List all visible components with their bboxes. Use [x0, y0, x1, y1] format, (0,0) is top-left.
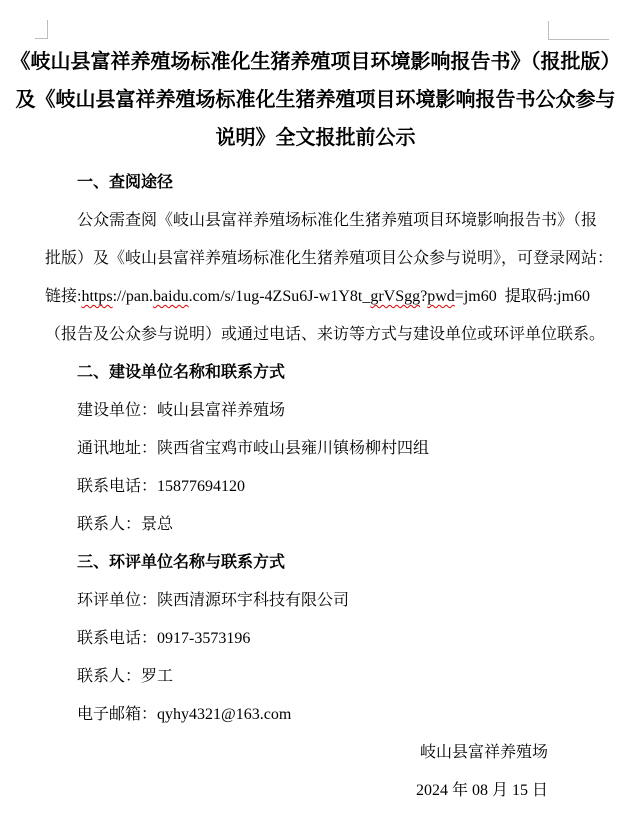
- date: 2024 年 08 月 15 日: [415, 782, 548, 799]
- construction-unit-field: 建设单位：岐山县富祥养殖场: [77, 402, 286, 419]
- section-1-paragraph-line-2: 批版）及《岐山县富祥养殖场标准化生猪养殖项目公众参与说明》，可登录网站：: [45, 250, 614, 267]
- link-label: 链接:: [45, 288, 82, 305]
- extraction-code: 提取码:jm60: [496, 288, 591, 305]
- signature: 岐山县富祥养殖场: [419, 744, 548, 761]
- title-line-1: 《岐山县富祥养殖场标准化生猪养殖项目环境影响报告书》（报批版）: [10, 51, 621, 73]
- section-1-paragraph-line-1: 公众需查阅《岐山县富祥养殖场标准化生猪养殖项目环境影响报告书》（报: [77, 212, 598, 229]
- link-line: [45, 278, 591, 316]
- document-title: [0, 43, 631, 157]
- section-2-heading: 二、建设单位名称和联系方式: [77, 364, 286, 381]
- link-url-segment[interactable]: baidu: [153, 288, 189, 305]
- mailing-address-field: 通讯地址：陕西省宝鸡市岐山县雍川镇杨柳村四组: [77, 440, 430, 457]
- document-content: [10, 43, 621, 810]
- baidu-pan-link[interactable]: [81, 288, 496, 305]
- text-boundary-mark-left: [35, 20, 48, 39]
- email-field: 电子邮箱：qyhy4321@163.com: [77, 706, 292, 723]
- section-1-heading: 一、查阅途径: [77, 174, 174, 191]
- text-boundary-mark-right: [548, 21, 609, 40]
- link-url-segment[interactable]: =jm60: [454, 288, 497, 305]
- eia-contact-person-field: 联系人：罗工: [77, 668, 174, 685]
- section-3-heading: 三、环评单位名称与联系方式: [77, 554, 286, 571]
- title-line-2: 及《岐山县富祥养殖场标准化生猪养殖项目环境影响报告书公众参与: [15, 89, 616, 111]
- link-url-segment[interactable]: pwd: [427, 288, 455, 305]
- link-url-segment[interactable]: https: [81, 288, 113, 305]
- link-url-segment[interactable]: .com/s/1ug-4ZSu6J-w1Y8t_: [188, 288, 371, 305]
- title-line-3: 说明》全文报批前公示: [215, 127, 416, 149]
- link-url-segment[interactable]: ://pan.: [112, 288, 154, 305]
- eia-unit-field: 环评单位：陕西清源环宇科技有限公司: [77, 592, 350, 609]
- link-url-segment[interactable]: grVSgg: [370, 288, 421, 305]
- link-url-segment[interactable]: ?: [420, 288, 428, 305]
- construction-contact-person-field: 联系人：景总: [77, 516, 174, 533]
- eia-phone-field: 联系电话：0917-3573196: [77, 630, 251, 647]
- construction-phone-field: 联系电话：15877694120: [77, 478, 246, 495]
- section-1-paragraph-line-4: （报告及公众参与说明）或通过电话、来访等方式与建设单位或环评单位联系。: [45, 326, 606, 343]
